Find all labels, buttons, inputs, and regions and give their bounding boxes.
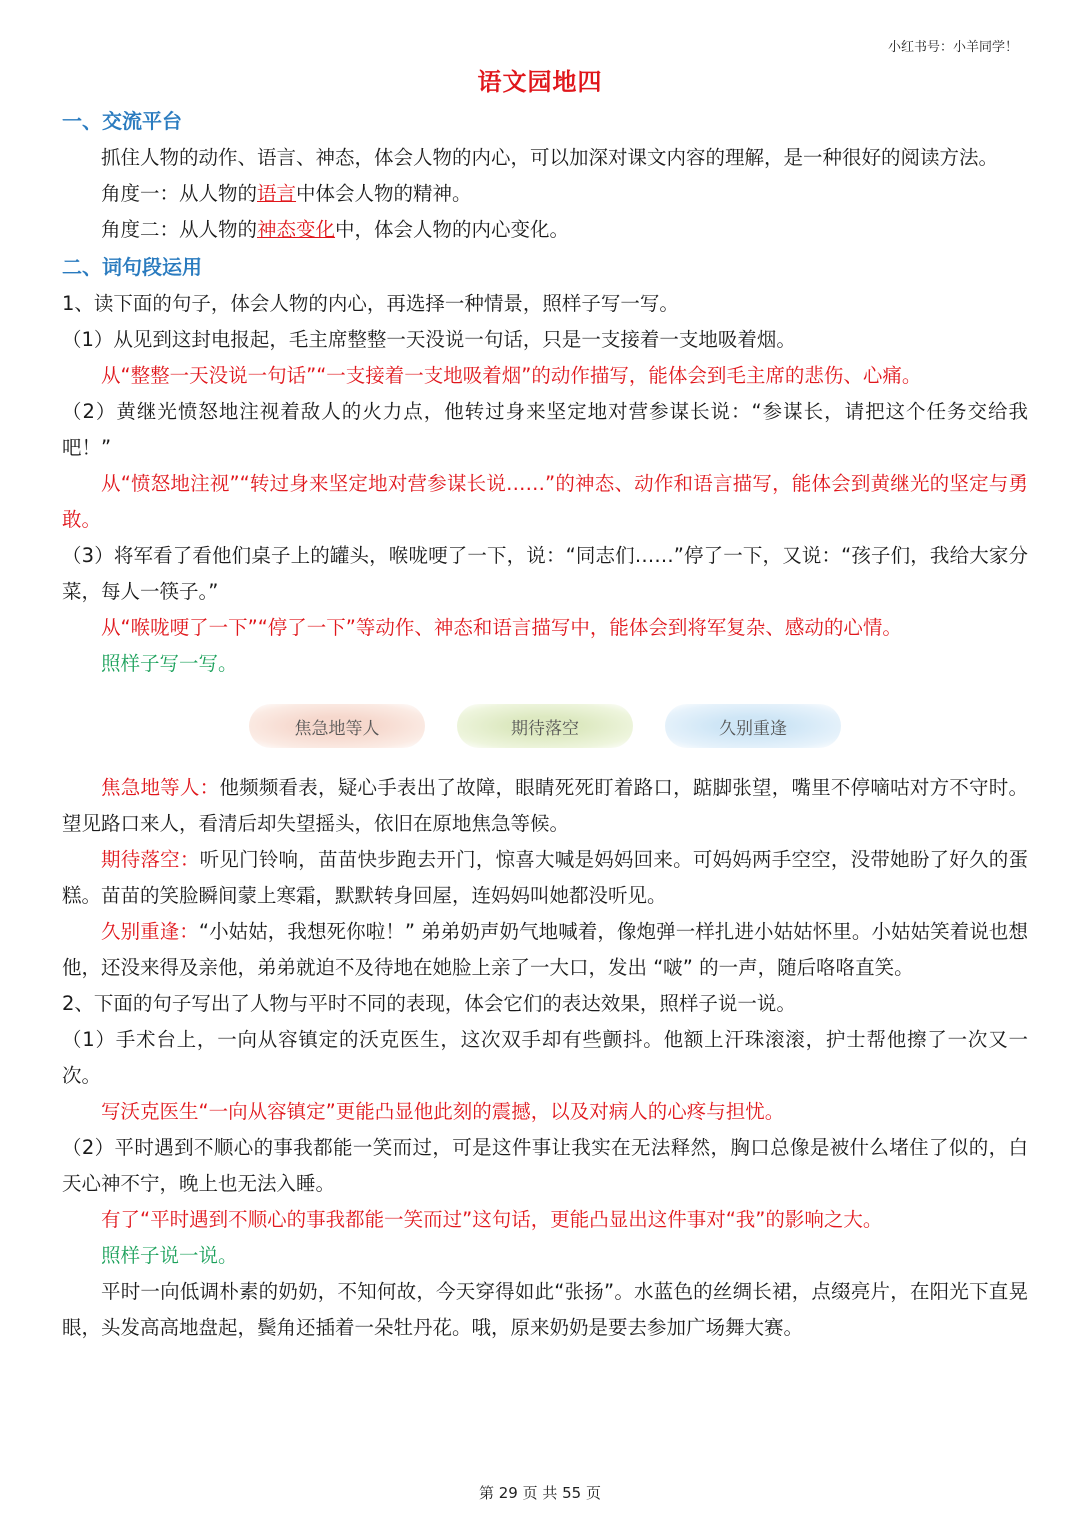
- angle-two: [62, 212, 1028, 248]
- writing-sample-1: [62, 770, 1028, 842]
- content: [62, 106, 1028, 1346]
- writing-sample-3-label: 久别重逢：: [101, 920, 199, 943]
- question-one: 1、读下面的句子，体会人物的内心，再选择一种情景，照样子写一写。: [62, 292, 679, 315]
- angle-two-prefix: 角度二：从人物的: [101, 218, 258, 241]
- q2-example: 平时一向低调朴素的奶奶，不知何故，今天穿得如此“张扬”。水蓝色的丝绸长裙，点缀亮片，在阳光下直晃眼，头发高高地盘起，鬓角还插着一朵牡丹花。哦，原来奶奶是要去参加广场舞大赛。: [62, 1280, 1028, 1339]
- page-title: 语文园地四: [477, 68, 603, 96]
- writing-sample-2-label: 期待落空：: [101, 848, 200, 871]
- angle-two-suffix: 中，体会人物的内心变化。: [335, 218, 570, 241]
- q1-answer-1: 从“整整一天没说一句话”“一支接着一支地吸着烟”的动作描写，能体会到毛主席的悲伤、心痛。: [101, 364, 922, 387]
- angle-one-prefix: 角度一：从人物的: [101, 182, 258, 205]
- q2-answer-2: 有了“平时遇到不顺心的事我都能一笑而过”这句话，更能凸显出这件事对“我”的影响之大。: [101, 1208, 883, 1231]
- angle-two-keyword: 神态变化: [257, 218, 336, 241]
- q2-sentence-2: （2）平时遇到不顺心的事我都能一笑而过，可是这件事让我实在无法释然，胸口总像是被什么堵住了似的，白天心神不宁，晚上也无法入睡。: [62, 1136, 1028, 1195]
- q1-prompt: 照样子写一写。: [101, 652, 238, 675]
- writing-sample-1-text: 他频频看表，疑心手表出了故障，眼睛死死盯着路口，踮脚张望，嘴里不停嘀咕对方不守时。望见路口来人，看清后却失望摇头，依旧在原地焦急等候。: [62, 776, 1028, 835]
- scenario-pill-disappointed: 期待落空: [457, 704, 633, 748]
- angle-one: [62, 176, 1028, 212]
- scenario-pill-reunion: 久别重逢: [665, 704, 841, 748]
- writing-sample-3-text: “小姑姑，我想死你啦！” 弟弟奶声奶气地喊着，像炮弹一样扎进小姑姑怀里。小姑姑笑着说也想他，还没来得及亲他，弟弟就迫不及待地在她脸上亲了一大口，发出 “啵” 的一声，随后咯咯直笑。: [62, 920, 1028, 979]
- q2-answer-1: 写沃克医生“一向从容镇定”更能凸显他此刻的震撼，以及对病人的心疼与担忧。: [101, 1100, 785, 1123]
- scenario-pill-waiting: 焦急地等人: [249, 704, 425, 748]
- q1-sentence-2: （2）黄继光愤怒地注视着敌人的火力点，他转过身来坚定地对营参谋长说：“参谋长，请把这个任务交给我吧！”: [62, 400, 1028, 459]
- writing-sample-3: [62, 914, 1028, 986]
- intro-paragraph: 抓住人物的动作、语言、神态，体会人物的内心，可以加深对课文内容的理解，是一种很好的阅读方法。: [101, 146, 999, 169]
- angle-one-suffix: 中体会人物的精神。: [296, 182, 472, 205]
- page-number: 第 29 页 共 55 页: [478, 1484, 601, 1502]
- q2-prompt: 照样子说一说。: [101, 1244, 238, 1267]
- q1-answer-3: 从“喉咙哽了一下”“停了一下”等动作、神态和语言描写中，能体会到将军复杂、感动的心情。: [101, 616, 902, 639]
- scenario-options: [62, 704, 1028, 748]
- q1-sentence-3: （3）将军看了看他们桌子上的罐头，喉咙哽了一下，说：“同志们……”停了一下，又说：“孩子们，我给大家分菜，每人一筷子。”: [62, 544, 1028, 603]
- q1-answer-2: 从“愤怒地注视”“转过身来坚定地对营参谋长说……”的神态、动作和语言描写，能体会到黄继光的坚定与勇敢。: [62, 472, 1028, 531]
- question-two: 2、下面的句子写出了人物与平时不同的表现，体会它们的表达效果，照样子说一说。: [62, 992, 796, 1015]
- section-heading-1: 一、交流平台: [62, 109, 182, 133]
- section-heading-2: 二、词句段运用: [62, 255, 202, 279]
- writing-sample-2-text: 听见门铃响，苗苗快步跑去开门，惊喜大喊是妈妈回来。可妈妈两手空空，没带她盼了好久的蛋糕。苗苗的笑脸瞬间蒙上寒霜，默默转身回屋，连妈妈叫她都没听见。: [62, 848, 1028, 907]
- q2-sentence-1: （1）手术台上，一向从容镇定的沃克医生，这次双手却有些颤抖。他额上汗珠滚滚，护士帮他擦了一次又一次。: [62, 1028, 1028, 1087]
- q1-sentence-1: （1）从见到这封电报起，毛主席整整一天没说一句话，只是一支接着一支地吸着烟。: [62, 328, 796, 351]
- watermark: 小红书号：小羊同学！: [887, 40, 1018, 55]
- writing-sample-1-label: 焦急地等人：: [101, 776, 220, 799]
- writing-sample-2: [62, 842, 1028, 914]
- angle-one-keyword: 语言: [257, 182, 297, 205]
